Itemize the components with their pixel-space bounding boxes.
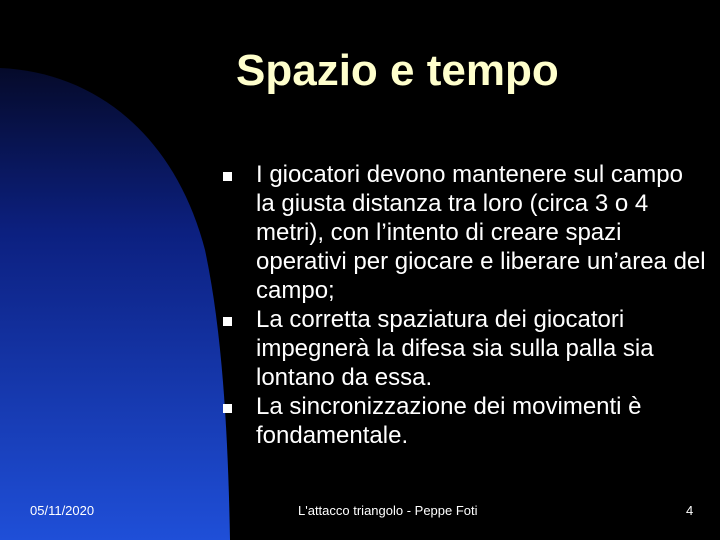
bullet-list bbox=[256, 160, 706, 450]
square-bullet-icon bbox=[223, 404, 232, 413]
bullet-text: La sincronizzazione dei movimenti è fondamentale. bbox=[256, 393, 642, 449]
footer-date: 05/11/2020 bbox=[30, 503, 95, 518]
square-bullet-icon bbox=[223, 317, 232, 326]
bullet-text: I giocatori devono mantenere sul campo la giusta distanza tra loro (circa 3 o 4 metri), con l’intento di creare spazi operativi per giocare e liberare un’area del campo; bbox=[256, 161, 706, 304]
square-bullet-icon bbox=[223, 172, 232, 181]
bullet-item bbox=[256, 392, 706, 450]
slide-title: Spazio e tempo bbox=[236, 46, 559, 95]
bullet-text: La corretta spaziatura dei giocatori impegnerà la difesa sia sulla palla sia lontano da essa. bbox=[256, 306, 654, 391]
page-number: 4 bbox=[686, 503, 694, 518]
footer-caption: L'attacco triangolo - Peppe Foti bbox=[298, 503, 478, 518]
bullet-item bbox=[256, 305, 706, 392]
bullet-item bbox=[256, 160, 706, 305]
